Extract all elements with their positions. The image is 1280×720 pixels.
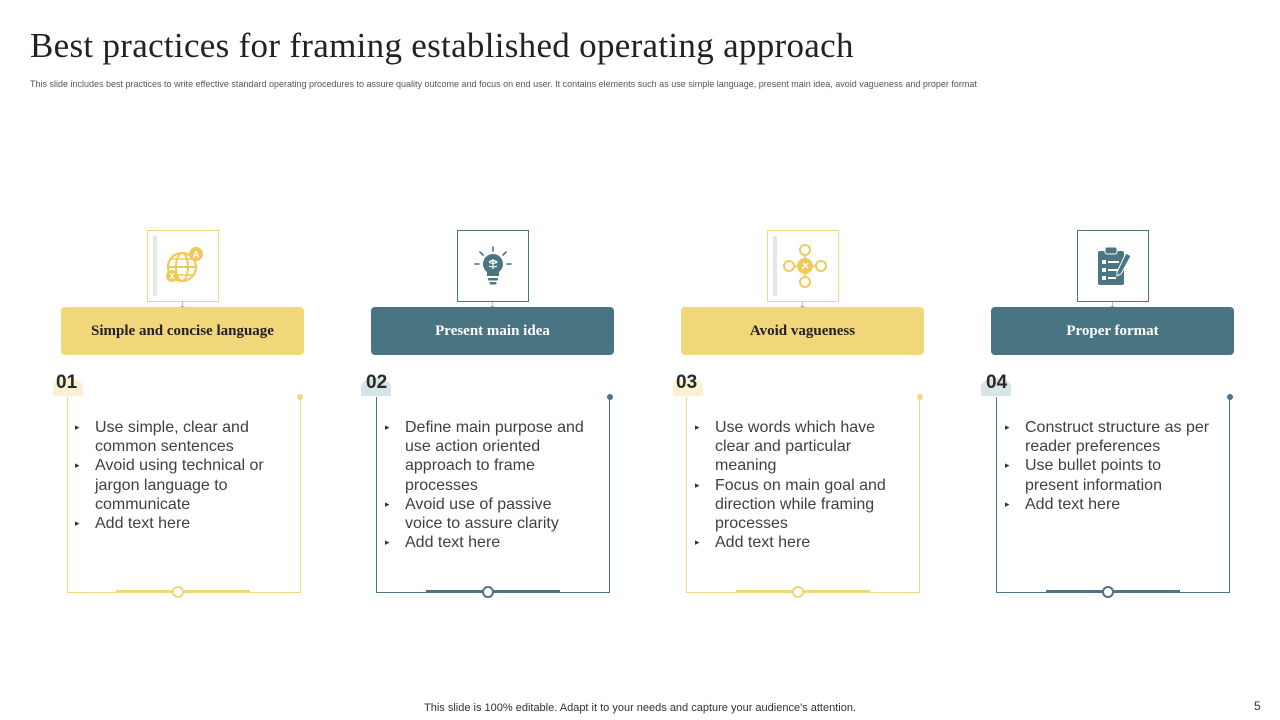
card-ring bbox=[1102, 586, 1114, 598]
slide-footer: This slide is 100% editable. Adapt it to your needs and capture your audience's attention. bbox=[424, 702, 856, 714]
practice-card-1 bbox=[56, 0, 311, 720]
bullet-list bbox=[1005, 418, 1210, 514]
svg-text:X: X bbox=[169, 272, 175, 281]
icon-frame bbox=[1077, 230, 1149, 302]
page-number: 5 bbox=[1254, 699, 1261, 713]
idea-network-icon bbox=[782, 243, 828, 289]
bullet-list bbox=[385, 418, 590, 552]
card-number: 03 bbox=[676, 372, 698, 393]
card-heading: Avoid vagueness bbox=[681, 307, 924, 355]
practice-card-3 bbox=[676, 0, 931, 720]
slide-title: Best practices for framing established operating approach bbox=[30, 26, 854, 65]
list-item: ▸ Add text here bbox=[385, 533, 590, 552]
card-number: 01 bbox=[56, 372, 78, 393]
list-item: ▸ Define main purpose and use action oriented approach to frame processes bbox=[385, 418, 590, 495]
card-heading: Present main idea bbox=[371, 307, 614, 355]
slide-subtitle: This slide includes best practices to write effective standard operating procedures to assure quality outcome and focus on end user. It contains elements such as use simple language, present main idea, avoid vagueness and proper format bbox=[30, 79, 977, 89]
list-item: ▸ Use bullet points to present information bbox=[1005, 456, 1210, 494]
frame-cap bbox=[297, 394, 303, 400]
frame-cap bbox=[607, 394, 613, 400]
card-heading: Simple and concise language bbox=[61, 307, 304, 355]
card-ring bbox=[482, 586, 494, 598]
practice-card-2 bbox=[366, 0, 621, 720]
card-ring bbox=[792, 586, 804, 598]
list-item: ▸ Use simple, clear and common sentences bbox=[75, 418, 280, 456]
list-item: ▸ Add text here bbox=[695, 533, 900, 552]
icon-frame bbox=[147, 230, 219, 302]
clipboard-checklist-icon bbox=[1090, 243, 1136, 289]
lightbulb-brain-icon bbox=[470, 243, 516, 289]
icon-frame bbox=[767, 230, 839, 302]
list-item: ▸ Add text here bbox=[1005, 495, 1210, 514]
globe-language-icon bbox=[162, 243, 208, 289]
list-item: ▸ Avoid using technical or jargon language to communicate bbox=[75, 456, 280, 514]
frame-cap bbox=[1227, 394, 1233, 400]
card-heading: Proper format bbox=[991, 307, 1234, 355]
list-item: ▸ Use words which have clear and particular meaning bbox=[695, 418, 900, 476]
list-item: ▸ Add text here bbox=[75, 514, 280, 533]
icon-frame bbox=[457, 230, 529, 302]
list-item: ▸ Focus on main goal and direction while framing processes bbox=[695, 476, 900, 534]
frame-cap bbox=[917, 394, 923, 400]
list-item: ▸ Avoid use of passive voice to assure clarity bbox=[385, 495, 590, 533]
svg-text:A: A bbox=[192, 249, 200, 260]
card-ring bbox=[172, 586, 184, 598]
bullet-list bbox=[75, 418, 280, 533]
bullet-list bbox=[695, 418, 900, 552]
card-number: 02 bbox=[366, 372, 388, 393]
card-number: 04 bbox=[986, 372, 1008, 393]
practice-card-4 bbox=[986, 0, 1241, 720]
list-item: ▸ Construct structure as per reader preferences bbox=[1005, 418, 1210, 456]
